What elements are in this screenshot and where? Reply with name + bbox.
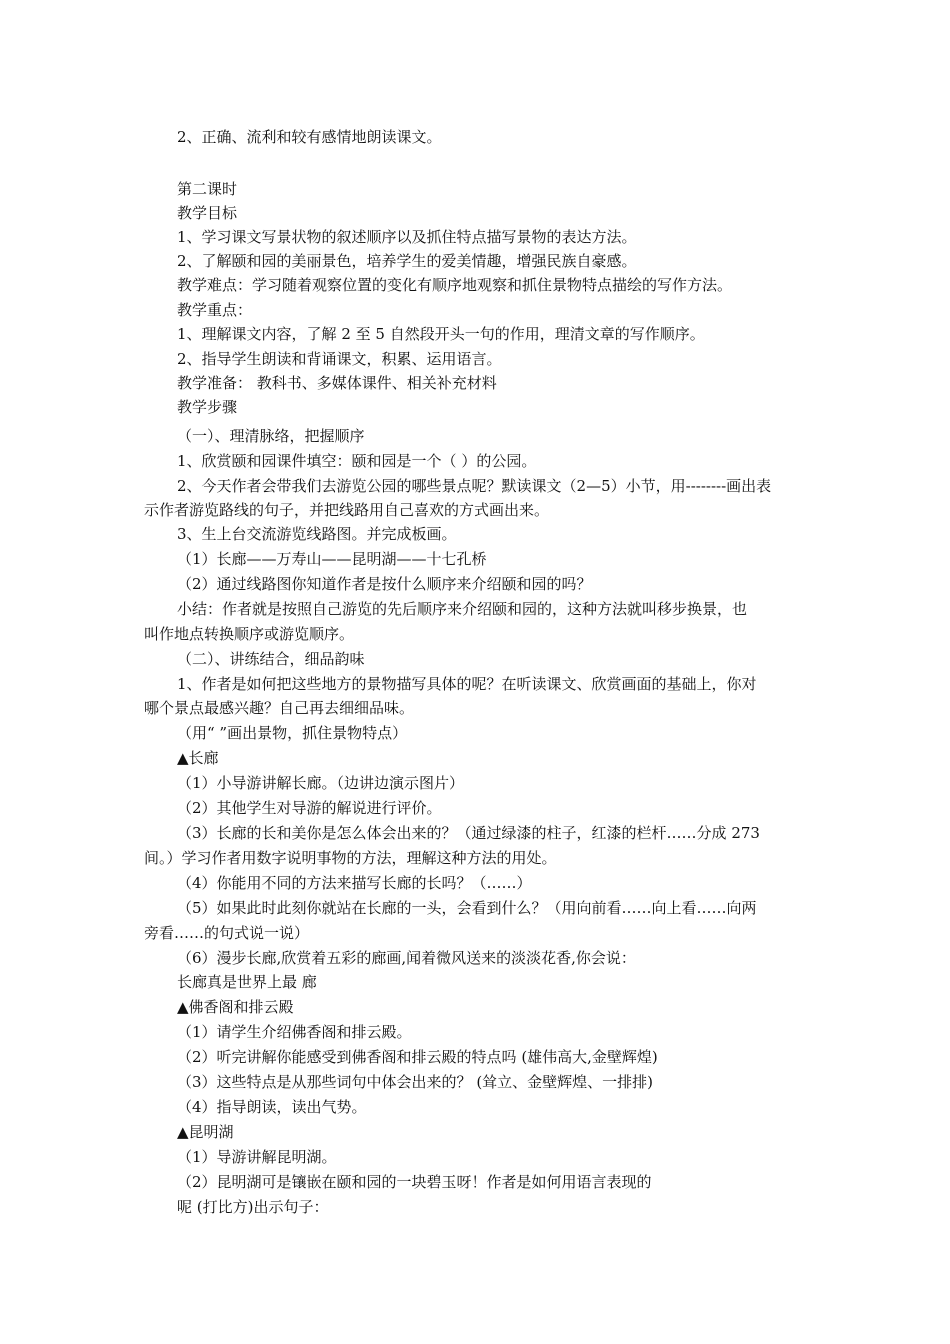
text-line: 1、学习课文写景状物的叙述顺序以及抓住特点描写景物的表达方法。 [177,228,637,246]
lesson-heading: 第二课时 [177,180,238,198]
text-line: 间。）学习作者用数字说明事物的方法，理解这种方法的用处。 [144,849,557,867]
text-line: （3）长廊的长和美你是怎么体会出来的？（通过绿漆的柱子，红漆的栏杆……分成 273 [177,824,760,842]
text-line: 2、今天作者会带我们去游览公园的哪些景点呢？默读课文（2—5）小节，用--------画出表 [177,477,772,495]
text-line: 示作者游览路线的句子，并把线路用自己喜欢的方式画出来。 [144,501,550,519]
text-line: 哪个景点最感兴趣？自己再去细细品味。 [144,699,415,717]
subsection-heading: ▲佛香阁和排云殿 [177,998,294,1016]
step-heading: （一）、理清脉络，把握顺序 [177,427,365,445]
text-line: 长廊真是世界上最 廊 [177,973,317,991]
text-line: （1）导游讲解昆明湖。 [177,1148,337,1166]
subsection-heading: ▲长廊 [177,749,219,767]
text-line: 叫作地点转换顺序或游览顺序。 [144,625,355,643]
text-line: （2）通过线路图你知道作者是按什么顺序来介绍颐和园的吗？ [177,575,592,593]
text-line: 2、指导学生朗读和背诵课文，积累、运用语言。 [177,350,502,368]
text-line: 1、理解课文内容，了解 2 至 5 自然段开头一句的作用，理清文章的写作顺序。 [177,325,705,343]
text-line: （2）昆明湖可是镶嵌在颐和园的一块碧玉呀！作者是如何用语言表现的 [177,1173,652,1191]
text-line: 1、欣赏颐和园课件填空：颐和园是一个（ ）的公园。 [177,452,537,470]
text-line: （3）这些特点是从那些词句中体会出来的？ (耸立、金壁辉煌、一排排) [177,1073,654,1091]
text-line: （6）漫步长廊,欣赏着五彩的廊画,闻着微风送来的淡淡花香,你会说： [177,949,636,967]
text-line: （1）长廊——万寿山——昆明湖——十七孔桥 [177,550,487,568]
text-line: （2）听完讲解你能感受到佛香阁和排云殿的特点吗 (雄伟高大,金壁辉煌) [177,1048,658,1066]
text-line: （5）如果此时此刻你就站在长廊的一头，会看到什么？（用向前看……向上看……向两 [177,899,757,917]
text-line: 呢 (打比方)出示句子： [177,1198,329,1216]
text-line: （1）小导游讲解长廊。（边讲边演示图片） [177,774,465,792]
text-line: （4）指导朗读，读出气势。 [177,1098,367,1116]
text-line: 教学准备： 教科书、多媒体课件、相关补充材料 [177,374,497,392]
text-line: 1、作者是如何把这些地方的景物描写具体的呢？在听读课文、欣赏画面的基础上，你对 [177,675,757,693]
section-heading: 教学步骤 [177,398,238,416]
text-line: 教学难点：学习随着观察位置的变化有顺序地观察和抓住景物特点描绘的写作方法。 [177,276,733,294]
text-line: （2）其他学生对导游的解说进行评价。 [177,799,442,817]
text-line: 小结：作者就是按照自己游览的先后顺序来介绍颐和园的，这种方法就叫移步换景，也 [177,600,748,618]
text-line: 2、了解颐和园的美丽景色，培养学生的爱美情趣，增强民族自豪感。 [177,252,637,270]
step-heading: （二）、讲练结合，细品韵味 [177,650,365,668]
text-line: （用“ ”画出景物，抓住景物特点） [177,724,408,742]
text-line: 3、生上台交流游览线路图。并完成板画。 [177,525,457,543]
text-line: （1）请学生介绍佛香阁和排云殿。 [177,1023,412,1041]
section-heading: 教学重点： [177,301,253,319]
subsection-heading: ▲昆明湖 [177,1123,234,1141]
text-line: （4）你能用不同的方法来描写长廊的长吗？（……） [177,874,532,892]
section-heading: 教学目标 [177,204,238,222]
text-line: 2、正确、流利和较有感情地朗读课文。 [177,128,442,146]
text-line: 旁看……的句式说一说） [144,924,310,942]
